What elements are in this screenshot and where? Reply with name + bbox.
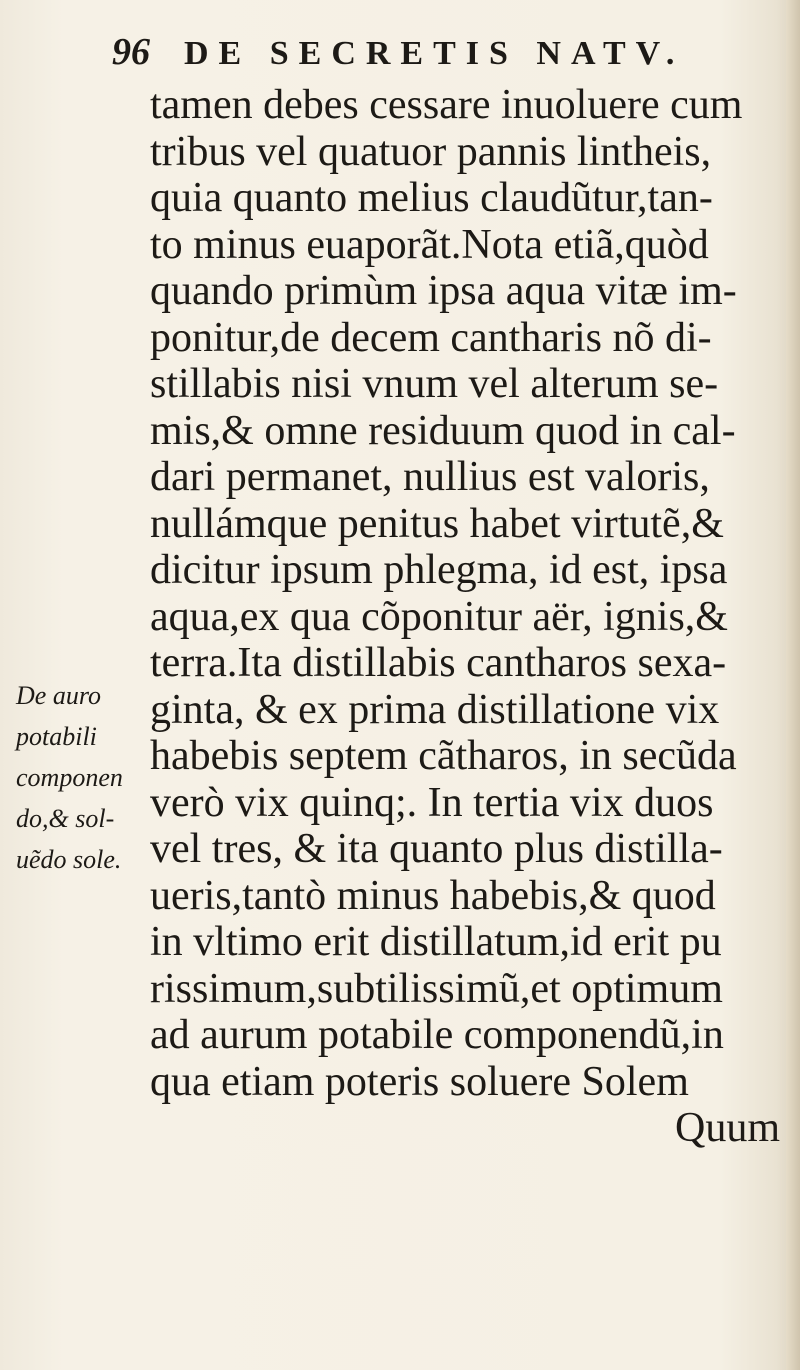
text-line: nullámque penitus habet virtutẽ,& bbox=[150, 500, 724, 547]
marginal-note bbox=[16, 675, 148, 880]
text-line: quando primùm ipsa aqua vitæ im- bbox=[150, 268, 737, 314]
text-line: verò vix quinq;. In tertia vix duos bbox=[150, 779, 714, 826]
text-line: ponitur,de decem cantharis nõ di- bbox=[150, 314, 712, 361]
marginal-note-line: componen bbox=[16, 763, 123, 792]
text-line: mis,& omne residuum quod in cal- bbox=[150, 407, 736, 454]
text-line: rissimum,subtilissimũ,et optimum bbox=[150, 965, 723, 1012]
body-text bbox=[150, 82, 790, 1152]
text-line: dicitur ipsum phlegma, id est, ipsa bbox=[150, 547, 728, 593]
text-line: tamen debes cessare inuoluere cum bbox=[150, 82, 743, 128]
marginal-note-line: potabili bbox=[16, 722, 97, 751]
text-line: quia quanto melius claudũtur,tan- bbox=[150, 175, 713, 221]
marginal-note-line: De auro bbox=[16, 681, 101, 710]
text-line: qua etiam poteris soluere Solem bbox=[150, 1058, 689, 1105]
text-line: stillabis nisi vnum vel alterum se- bbox=[150, 361, 719, 407]
text-line: habebis septem cãtharos, in secũda bbox=[150, 733, 737, 779]
marginal-note-line: do,& sol- bbox=[16, 804, 115, 833]
text-line: dari permanet, nullius est valoris, bbox=[150, 454, 710, 500]
page-header bbox=[112, 30, 684, 80]
text-line: aqua,ex qua cõponitur aër, ignis,& bbox=[150, 593, 728, 640]
text-line: vel tres, & ita quanto plus distilla- bbox=[150, 826, 723, 872]
text-line: ginta, & ex prima distillatione vix bbox=[150, 686, 720, 733]
text-line: in vltimo erit distillatum,id erit pu bbox=[150, 919, 722, 965]
text-line: ueris,tantò minus habebis,& quod bbox=[150, 872, 716, 919]
text-line: tribus vel quatuor pannis lintheis, bbox=[150, 128, 712, 175]
marginal-note-line: uẽdo sole. bbox=[16, 845, 122, 874]
text-line: ad aurum potabile componendũ,in bbox=[150, 1012, 724, 1058]
text-line: to minus euaporãt.Nota etiã,quòd bbox=[150, 221, 709, 268]
page-number: 96 bbox=[112, 31, 150, 73]
catchword: Quum bbox=[675, 1105, 780, 1151]
running-head: DE SECRETIS NATV. bbox=[184, 35, 685, 72]
text-line: terra.Ita distillabis cantharos sexa- bbox=[150, 640, 727, 686]
